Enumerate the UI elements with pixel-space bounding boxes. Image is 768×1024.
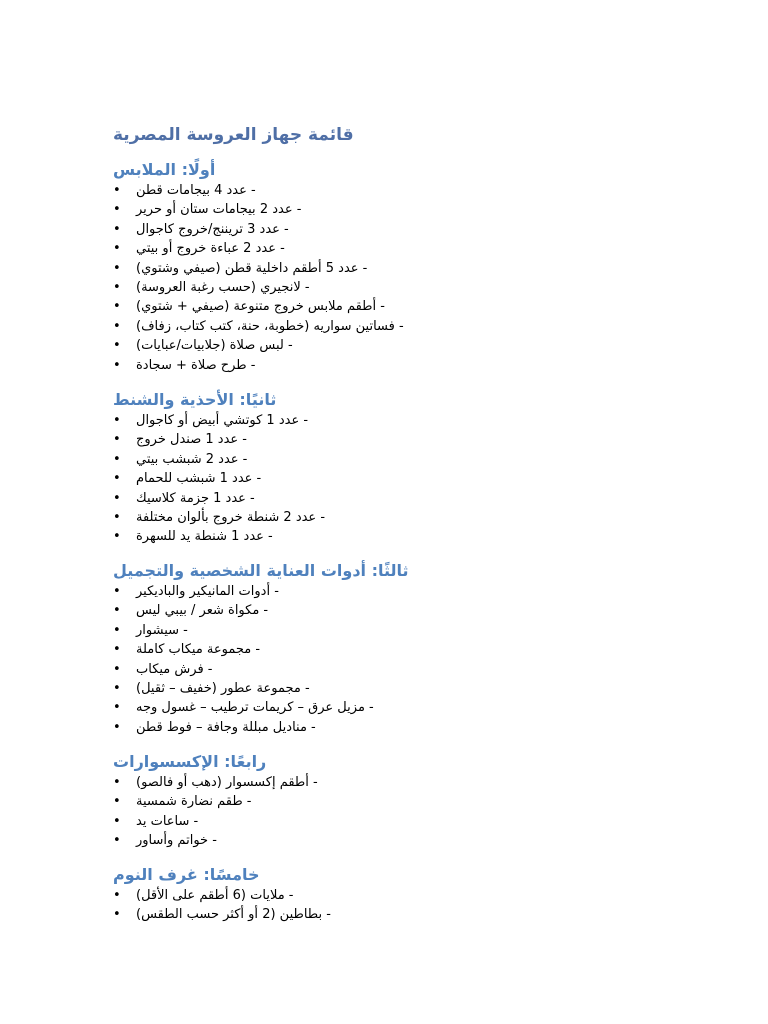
list-item (113, 527, 673, 546)
list-item (113, 200, 673, 219)
bullet-icon: • (113, 183, 121, 198)
list-item (113, 469, 673, 488)
bullet-icon: • (113, 490, 121, 506)
bullet-icon: • (113, 432, 121, 448)
list-item-text: - عدد 2 بيجامات ستان أو حرير (136, 202, 302, 218)
bullet-icon: • (113, 603, 121, 619)
section-heading-shoes-bags: ثانيًا: الأحذية والشنط (113, 390, 277, 409)
list-item (113, 430, 673, 449)
list-item (113, 718, 673, 737)
list-item-text: - عدد 1 شبشب للحمام (136, 471, 262, 487)
list-item (113, 831, 673, 850)
list-item-text: - عدد 3 تريننج/خروج كاجوال (136, 221, 289, 237)
list-item-text: - مجموعة ميكاب كاملة (136, 642, 261, 658)
bullet-icon: • (113, 700, 121, 716)
bullet-icon: • (113, 661, 121, 677)
list-item (113, 679, 673, 698)
list-item (113, 336, 673, 355)
bullet-icon: • (113, 888, 121, 903)
list-item (113, 905, 673, 924)
bullet-icon: • (113, 260, 121, 276)
bullet-icon: • (113, 299, 121, 315)
list-item (113, 812, 673, 831)
list-item-text: - فرش ميكاب (136, 661, 213, 677)
list-item-text: - عدد 1 شنطة يد للسهرة (136, 529, 273, 545)
list-item-text: - لانجيري (حسب رغبة العروسة) (136, 280, 310, 295)
section-heading-clothes: أولًا: الملابس (113, 160, 216, 179)
bullet-icon: • (113, 622, 121, 638)
bullet-icon: • (113, 907, 121, 923)
bullet-icon: • (113, 584, 121, 599)
bullet-icon: • (113, 833, 121, 849)
list-item (113, 582, 673, 601)
list-item (113, 181, 673, 200)
list-item-text: - عدد 2 شنطة خروج بألوان مختلفة (136, 510, 326, 525)
list-item (113, 601, 673, 620)
list-item (113, 792, 673, 811)
list-item-text: - عدد 1 جزمة كلاسيك (136, 490, 255, 506)
section-heading-bedrooms: خامسًا: غرف النوم (113, 865, 260, 884)
list-item (113, 278, 673, 297)
list-item-text: - مناديل مبللة وجافة – فوط قطن (136, 719, 316, 735)
list-item-text: - طرح صلاة + سجادة (136, 357, 256, 373)
bullet-icon: • (113, 510, 121, 525)
list-item (113, 297, 673, 316)
bullet-icon: • (113, 529, 121, 545)
list-item-text: - بطاطين (2 أو أكثر حسب الطقس) (136, 907, 331, 923)
list-item-text: - عدد 5 أطقم داخلية قطن (صيفي وشتوي) (136, 260, 368, 276)
bullet-icon: • (113, 357, 121, 373)
bullet-icon: • (113, 338, 121, 354)
list-item-text: - عدد 1 صندل خروج (136, 432, 247, 448)
bullet-icon: • (113, 413, 121, 428)
list-item (113, 259, 673, 278)
bullet-icon: • (113, 471, 121, 487)
bullet-icon: • (113, 280, 121, 295)
list-item-text: - سيشوار (136, 622, 188, 638)
list-item-text: - أطقم ملابس خروج متنوعة (صيفي + شتوي) (136, 299, 385, 315)
bullet-icon: • (113, 719, 121, 735)
list-item (113, 450, 673, 469)
list-item (113, 356, 673, 375)
list-item-text: - لبس صلاة (جلابيات/عبايات) (136, 338, 293, 354)
bullet-icon: • (113, 813, 121, 829)
list-item-text: - عدد 4 بيجامات قطن (136, 183, 256, 198)
list-item (113, 773, 673, 792)
section-heading-personal-care: ثالثًا: أدوات العناية الشخصية والتجميل (113, 561, 409, 580)
list-item-text: - عدد 2 عباءة خروج أو بيتي (136, 241, 285, 257)
list-item-text: - فساتين سواريه (خطوبة، حنة، كتب كتاب، زفاف) (136, 318, 404, 334)
list-item-text: - أدوات المانيكير والباديكير (136, 584, 279, 599)
list-item-text: - طقم نضارة شمسية (136, 794, 252, 810)
list-item-text: - خواتم وأساور (136, 833, 217, 849)
list-item (113, 220, 673, 239)
list-item-text: - عدد 2 شبشب بيتي (136, 451, 248, 467)
list-item (113, 640, 673, 659)
list-item (113, 508, 673, 527)
section-heading-accessories: رابعًا: الإكسسوارات (113, 752, 267, 771)
bullet-icon: • (113, 221, 121, 237)
document-title: قائمة جهاز العروسة المصرية (113, 125, 354, 145)
list-item-text: - مزيل عرق – كريمات ترطيب – غسول وجه (136, 700, 374, 716)
list-item-text: - ساعات يد (136, 813, 199, 829)
list-item (113, 886, 673, 905)
bullet-icon: • (113, 202, 121, 218)
list-item-text: - ملايات (6 أطقم على الأقل) (136, 888, 294, 903)
list-item (113, 621, 673, 640)
list-item (113, 660, 673, 679)
list-item-text: - مجموعة عطور (خفيف – ثقيل) (136, 681, 310, 696)
bullet-icon: • (113, 681, 121, 696)
list-item-text: - عدد 1 كوتشي أبيض أو كاجوال (136, 413, 309, 428)
bullet-icon: • (113, 241, 121, 257)
list-item (113, 489, 673, 508)
bullet-icon: • (113, 794, 121, 810)
list-item (113, 317, 673, 336)
bullet-icon: • (113, 451, 121, 467)
list-item (113, 698, 673, 717)
bullet-icon: • (113, 642, 121, 658)
bullet-icon: • (113, 318, 121, 334)
bullet-icon: • (113, 775, 121, 790)
list-item (113, 411, 673, 430)
list-item-text: - مكواة شعر / بيبي ليس (136, 603, 269, 619)
list-item (113, 239, 673, 258)
list-item-text: - أطقم إكسسوار (دهب أو فالصو) (136, 775, 318, 790)
